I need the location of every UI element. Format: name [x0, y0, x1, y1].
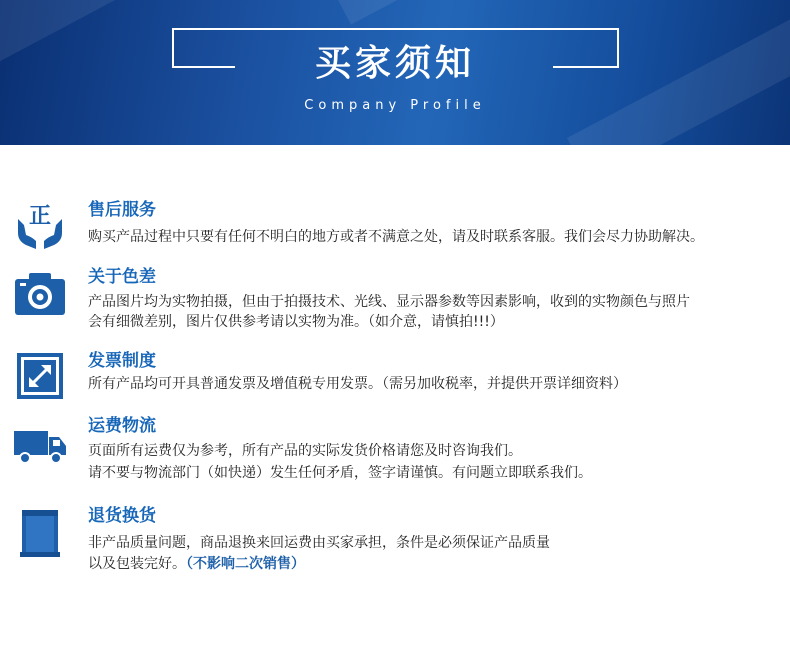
banner-frame-bottom-left	[172, 66, 235, 68]
banner-title: 买家须知	[314, 43, 475, 84]
banner-frame-left	[172, 28, 174, 68]
section-text-line: 请不要与物流部门（如快递）发生任何矛盾，签字请谨慎。有问题立即联系我们。	[88, 465, 592, 481]
hands-guarantee-icon	[12, 197, 68, 253]
section-text-line: 购买产品过程中只要有任何不明白的地方或者不满意之处，请及时联系客服。我们会尽力协助解决。	[88, 229, 704, 245]
section-text-line: 会有细微差别，图片仅供参考请以实物为准。（如介意，请慎拍!!!）	[88, 314, 504, 330]
section-heading: 售后服务	[88, 200, 156, 220]
header-banner	[0, 0, 790, 145]
banner-frame-bottom-right	[553, 66, 619, 68]
banner-streak	[0, 0, 199, 78]
section-heading: 退货换货	[88, 506, 156, 526]
camera-icon	[12, 266, 68, 322]
section-text-line: 所有产品均可开具普通发票及增值税专用发票。（需另加收税率，并提供开票详细资料）	[88, 376, 627, 392]
truck-icon	[12, 415, 68, 471]
note-text: （不影响二次销售）	[186, 556, 305, 572]
section-heading: 运费物流	[88, 416, 156, 436]
banner-frame-top	[172, 28, 619, 30]
section-text: 以及包装完好。	[88, 556, 186, 572]
section-heading: 关于色差	[88, 267, 156, 287]
banner-frame-right	[617, 28, 619, 68]
section-text-line: 页面所有运费仅为参考，所有产品的实际发货价格请您及时咨询我们。	[88, 443, 522, 459]
svg-text:正: 正	[28, 204, 52, 229]
banner-subtitle: Company Profile	[304, 98, 486, 113]
return-box-icon	[12, 505, 68, 561]
invoice-arrow-icon	[12, 348, 68, 404]
section-text-line	[88, 554, 305, 574]
section-text-line: 非产品质量问题，商品退换来回运费由买家承担，条件是必须保证产品质量	[88, 535, 550, 551]
section-text-line: 产品图片均为实物拍摄，但由于拍摄技术、光线、显示器参数等因素影响，收到的实物颜色与照片	[88, 294, 690, 310]
banner-streak	[332, 0, 527, 25]
banner-streak	[567, 0, 790, 145]
section-heading: 发票制度	[88, 351, 156, 371]
